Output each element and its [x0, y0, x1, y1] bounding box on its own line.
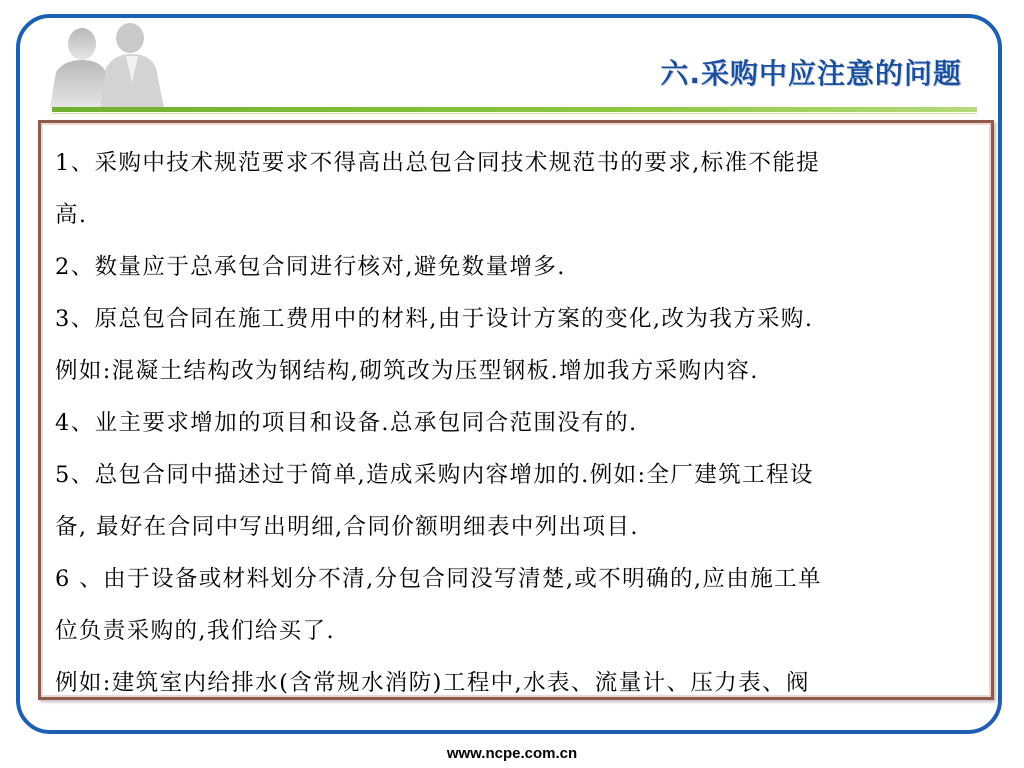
content-line-5: 例如:混凝土结构改为钢结构,砌筑改为压型钢板.增加我方采购内容. — [55, 358, 759, 384]
slide-title: 六.采购中应注意的问题 — [660, 57, 962, 90]
footer-url[interactable]: www.ncpe.com.cn — [446, 745, 578, 762]
content-line-4: 3、原总包合同在施工费用中的材料,由于设计方案的变化,改为我方采购. — [55, 306, 814, 332]
content-line-2: 高. — [55, 202, 88, 228]
content-line-11: 例如:建筑室内给排水(含常规水消防)工程中,水表、流量计、压力表、阀 — [55, 670, 810, 696]
content-line-9: 6 、由于设备或材料划分不清,分包合同没写清楚,或不明确的,应由施工单 — [55, 566, 822, 592]
content-line-6: 4、业主要求增加的项目和设备.总承包同合范围没有的. — [55, 410, 638, 436]
content-line-1: 1、采购中技术规范要求不得高出总包合同技术规范书的要求,标准不能提 — [55, 150, 821, 176]
content-line-8: 备, 最好在合同中写出明细,合同价额明细表中列出项目. — [55, 514, 639, 540]
business-people-silhouette-icon — [42, 22, 172, 108]
content-line-7: 5、总包合同中描述过于简单,造成采购内容增加的.例如:全厂建筑工程设 — [55, 462, 814, 488]
title-underline-highlight — [52, 113, 977, 114]
content-line-3: 2、数量应于总承包合同进行核对,避免数量增多. — [55, 254, 566, 280]
content-box — [38, 120, 994, 700]
content-line-10: 位负责采购的,我们给买了. — [55, 618, 336, 644]
title-underline — [52, 107, 977, 112]
